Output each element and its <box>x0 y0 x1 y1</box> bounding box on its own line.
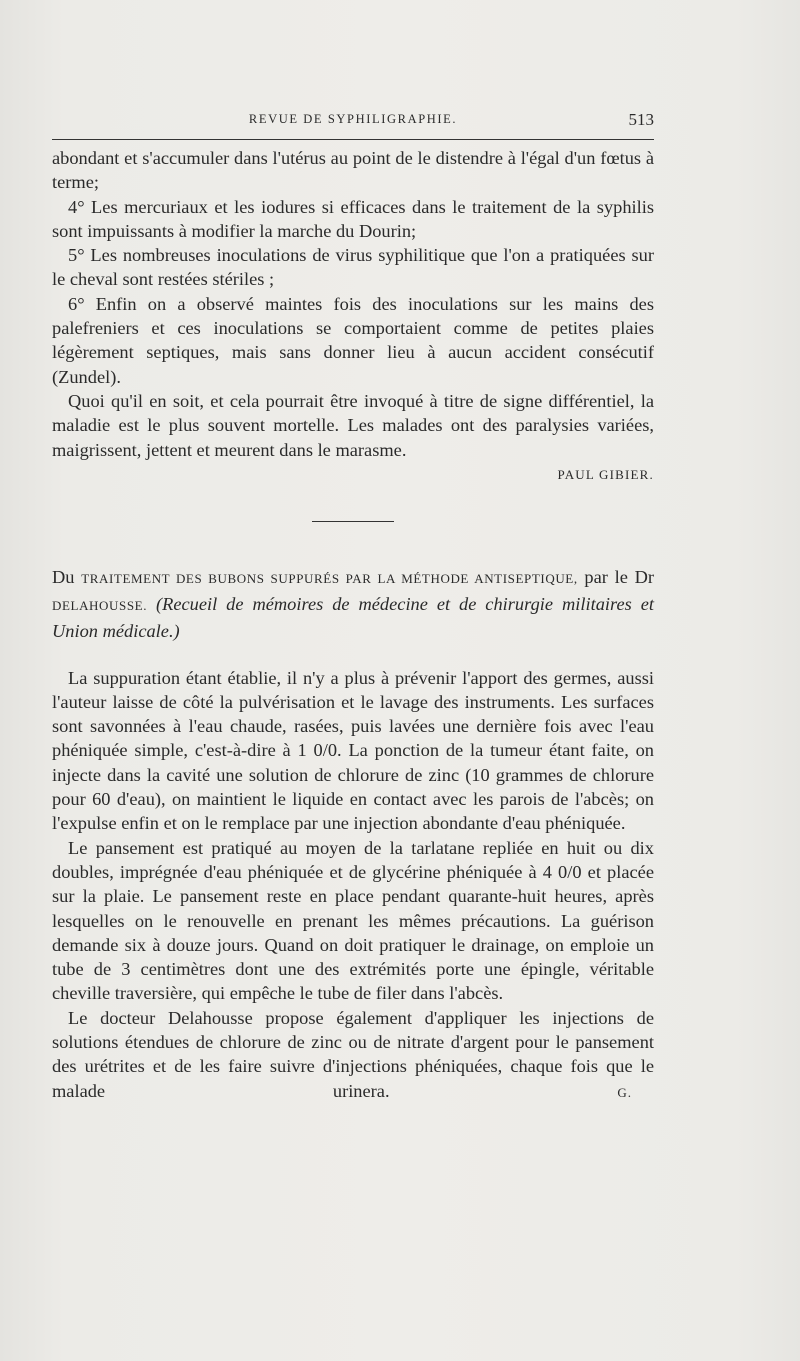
title-author: DELAHOUSSE. <box>52 597 148 613</box>
paragraph: Le pansement est pratiqué au moyen de la tarlatane repliée en huit ou dix doubles, imprégnée d'eau phéniquée et de glycérine phéniquée à 4 0/0 et placée sur la plaie. Le pansement reste en place pendant quarante-huit heures, après lesquelles on le renouvelle en prenant les mêmes précautions. La guérison demande six à douze jours. Quand on doit pratiquer le drainage, on emploie un tube de 3 centimètres dont une des extrémités porte une épingle, véritable cheville traversière, qui empêche le tube de filer dans l'abcès. <box>52 837 654 1004</box>
list-item: 6° Enfin on a observé maintes fois des inoculations sur les mains des palefreniers et ces inoculations se comportaient comme de petites plaies légèrement septiques, mais sans donner lieu à aucun accident consécutif (Zundel). <box>52 293 654 387</box>
title-dr: Dr <box>634 567 654 588</box>
title-par: par le <box>584 567 628 588</box>
header-rule <box>52 139 654 140</box>
page-number: 513 <box>628 110 654 129</box>
paragraph: La suppuration étant établie, il n'y a plus à prévenir l'apport des germes, aussi l'auteur laisse de côté la pulvérisation et le lavage des instruments. Les surfaces sont savonnées à l'eau chaude, rasées, puis lavées une dernière fois avec l'eau phéniquée simple, c'est-à-dire à 1 0/0. La ponction de la tumeur étant faite, on injecte dans la cavité une solution de chlorure de zinc (10 grammes de chlorure pour 60 d'eau), on maintient le liquide en contact avec les parois de l'abcès; on l'expulse enfin et on le remplace par une injection abondante d'eau phéniquée. <box>52 667 654 834</box>
page-body <box>52 146 654 1105</box>
page-header <box>52 112 654 134</box>
spacer <box>52 644 654 666</box>
list-item: 5° Les nombreuses inoculations de virus syphilitique que l'on a pratiquées sur le cheval sont restées stériles ; <box>52 245 654 290</box>
title-source: (Recueil de mémoires de médecine et de chirurgie militaires et Union médicale.) <box>52 593 654 641</box>
paragraph: abondant et s'accumuler dans l'utérus au point de le distendre à l'égal d'un fœtus à terme; <box>52 148 654 193</box>
author-initial: G. <box>617 1084 632 1100</box>
paragraph: Quoi qu'il en soit, et cela pourrait être invoqué à titre de signe différentiel, la maladie est le plus souvent mortelle. Les malades ont des paralysies variées, maigrissent, jettent et meurent dans le marasme. <box>52 390 654 460</box>
title-prefix: Du <box>52 567 75 588</box>
paragraph-text: Le docteur Delahousse propose également d'appliquer les injections de solutions étendues de chlorure de zinc ou de nitrate d'argent pour le pansement des urétrites et de les faire suivre d'injections phéniquées, chaque fois que le malade urinera. <box>52 1007 654 1101</box>
section-divider <box>312 521 394 522</box>
running-title: REVUE DE SYPHILIGRAPHIE. <box>248 112 458 126</box>
title-main: TRAITEMENT DES BUBONS SUPPURÉS PAR LA MÉTHODE ANTISEPTIQUE, <box>81 571 578 587</box>
paragraph-final <box>52 1006 654 1105</box>
author-signature: PAUL GIBIER. <box>557 466 654 482</box>
article-title <box>52 565 654 643</box>
list-item: 4° Les mercuriaux et les iodures si efficaces dans le traitement de la syphilis sont impuissants à modifier la marche du Dourin; <box>52 196 654 241</box>
